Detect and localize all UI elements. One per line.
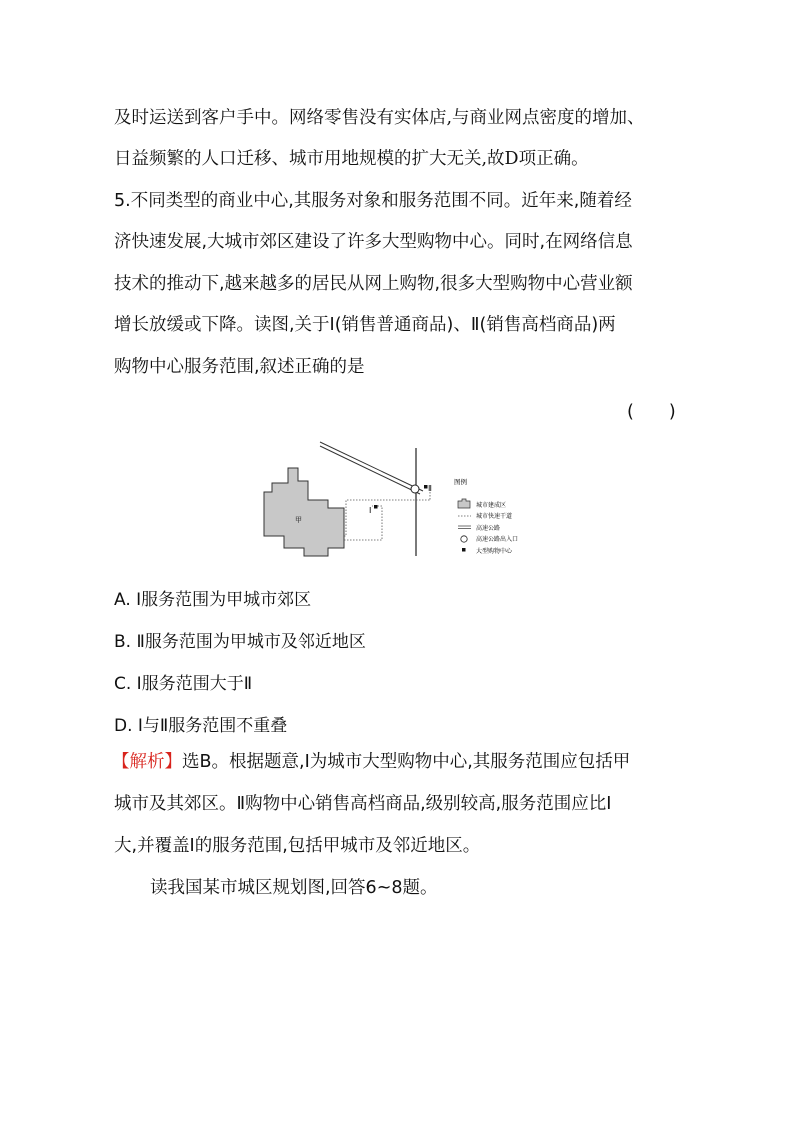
option-a: A. Ⅰ服务范围为甲城市郊区 (114, 590, 312, 610)
option-c: C. Ⅰ服务范围大于Ⅱ (114, 674, 253, 694)
legend-built-up (458, 499, 506, 509)
legend-expressway-label: 高速公路 (476, 525, 501, 532)
question-line-2: 济快速发展,大城市郊区建设了许多大型购物中心。同时,在网络信息 (114, 232, 633, 252)
map-figure (258, 436, 538, 564)
expressway-exit-icon (411, 485, 419, 493)
answer-bracket: ( ) (627, 402, 676, 422)
analysis-line-3: 大,并覆盖Ⅰ的服务范围,包括甲城市及邻近地区。 (114, 836, 481, 856)
mall-1-icon (374, 505, 378, 509)
legend-fast-road-label: 城市快速干道 (476, 513, 513, 520)
mall-2-icon (424, 485, 428, 489)
question-line-4: 增长放缓或下降。读图,关于Ⅰ(销售普通商品)、Ⅱ(销售高档商品)两 (114, 315, 616, 335)
legend-exit-label: 高速公路出入口 (476, 536, 519, 543)
analysis-line-1 (112, 750, 630, 774)
intro-line-1: 及时运送到客户手中。网络零售没有实体店,与商业网点密度的增加、 (114, 108, 645, 128)
intro-line-2: 日益频繁的人口迁移、城市用地规模的扩大无关,故D项正确。 (114, 149, 589, 169)
analysis-text-1: 选B。根据题意,Ⅰ为城市大型购物中心,其服务范围应包括甲 (182, 752, 631, 772)
city-built-up-area (264, 468, 344, 556)
legend-built-up-label: 城市建成区 (476, 502, 507, 509)
city-label: 甲 (295, 516, 302, 524)
option-b: B. Ⅱ服务范围为甲城市及邻近地区 (114, 632, 366, 652)
question-line-5: 购物中心服务范围,叙述正确的是 (114, 357, 365, 377)
option-d: D. Ⅰ与Ⅱ服务范围不重叠 (114, 716, 288, 736)
mall-1-label: Ⅰ (369, 506, 372, 515)
analysis-line-2: 城市及其郊区。Ⅱ购物中心销售高档商品,级别较高,服务范围应比Ⅰ (114, 794, 612, 814)
legend-exit (461, 535, 518, 543)
legend-mall-label: 大型购物中心 (476, 548, 513, 555)
legend-fast-road (458, 512, 512, 520)
legend-mall (462, 547, 513, 555)
analysis-tag: 【解析】 (112, 752, 182, 772)
question-line-1: 5.不同类型的商业中心,其服务对象和服务范围不同。近年来,随着经 (114, 191, 632, 211)
fast-road-1 (344, 500, 430, 536)
next-question-intro: 读我国某市城区规划图,回答6~8题。 (150, 878, 438, 898)
expressway-line-b (320, 446, 420, 494)
fast-road-3 (344, 506, 382, 540)
mall-2-label: Ⅱ (428, 484, 432, 493)
legend-expressway (458, 524, 500, 532)
legend-title: 图例 (454, 478, 467, 486)
expressway-line-a (320, 442, 423, 491)
question-line-3: 技术的推动下,越来越多的居民从网上购物,很多大型购物中心营业额 (114, 274, 633, 294)
